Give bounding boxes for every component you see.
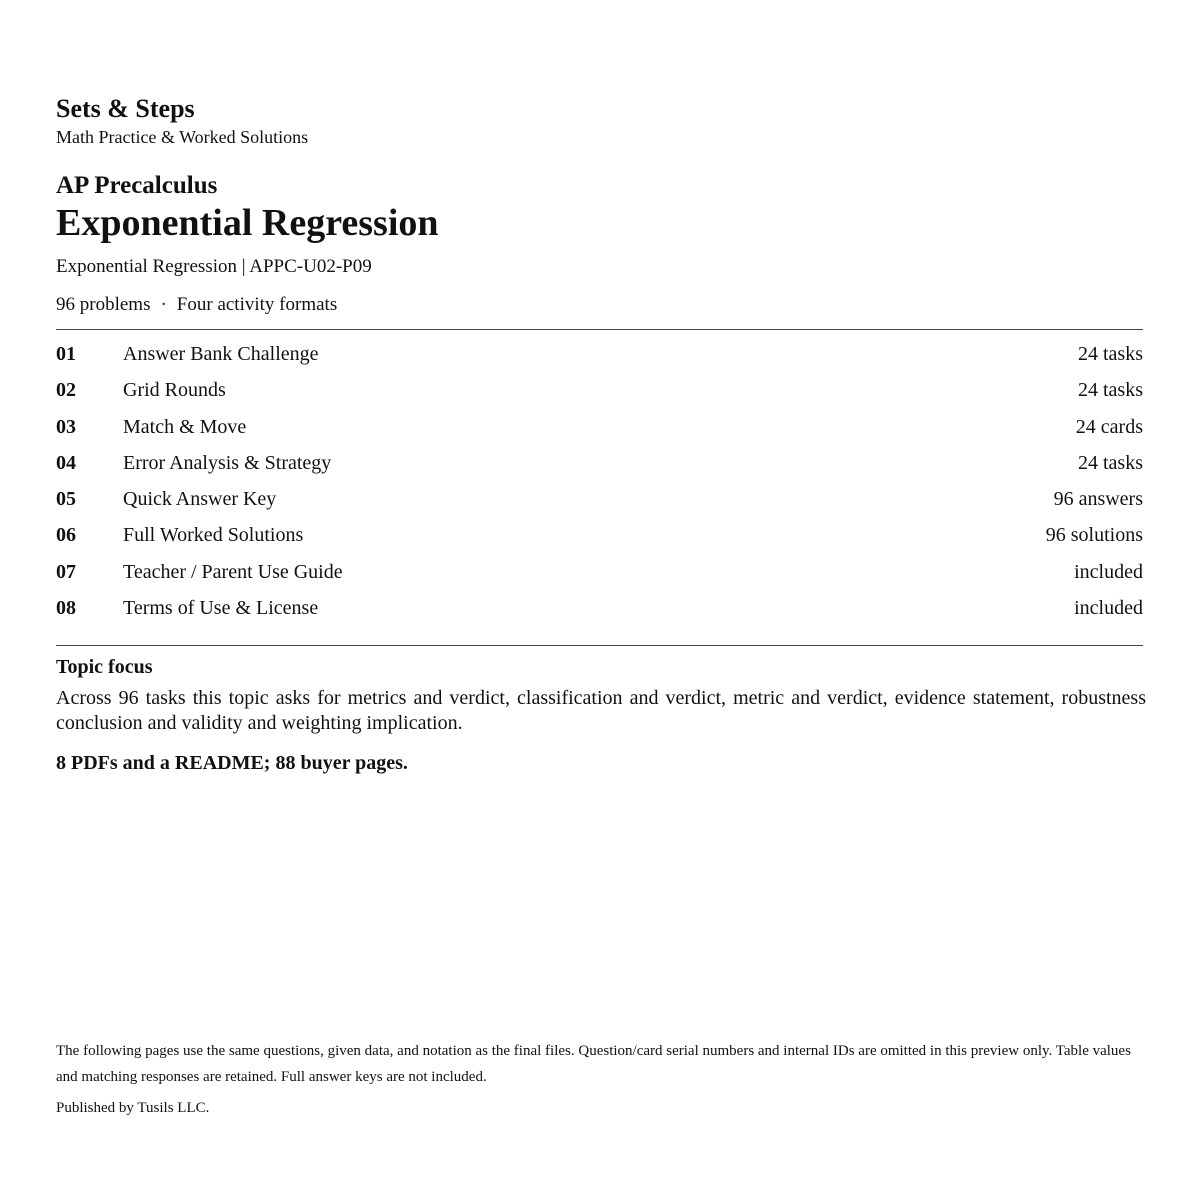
contents-title: Answer Bank Challenge [123, 343, 319, 365]
problem-count: 96 problems [56, 294, 151, 315]
topic-focus-text: Across 96 tasks this topic asks for metrics and verdict, classification and verdict, metric and verdict, evidence statement, robustness conclusion and validity and weighting implication. [56, 687, 1146, 734]
summary-separator: · [160, 294, 167, 315]
contents-title: Teacher / Parent Use Guide [123, 560, 343, 583]
contents-number: 06 [56, 524, 76, 547]
product-code: Exponential Regression | APPC-U02-P09 [56, 256, 372, 277]
contents-bottom-divider [56, 645, 1143, 646]
contents-row [56, 409, 1143, 445]
contents-row [56, 445, 1143, 481]
contents-title: Full Worked Solutions [123, 524, 304, 547]
contents-quantity: 96 answers [1053, 488, 1143, 511]
contents-title: Grid Rounds [123, 379, 226, 402]
page-title: Exponential Regression [56, 202, 439, 244]
contents-number: 04 [56, 451, 76, 474]
contents-number: 07 [56, 560, 76, 583]
brand-name: Sets & Steps [56, 94, 195, 123]
contents-number: 01 [56, 343, 76, 365]
topic-focus-heading: Topic focus [56, 656, 153, 678]
contents-quantity: 24 cards [1075, 415, 1143, 438]
course-name: AP Precalculus [56, 172, 218, 199]
contents-quantity: 24 tasks [1078, 343, 1143, 365]
contents-title: Error Analysis & Strategy [123, 451, 332, 474]
contents-number: 08 [56, 597, 76, 620]
contents-title: Quick Answer Key [123, 488, 277, 511]
contents-row [56, 481, 1143, 517]
publisher-line: Published by Tusils LLC. [56, 1100, 210, 1116]
contents-quantity: included [1074, 597, 1143, 620]
contents-number: 02 [56, 379, 76, 402]
contents-row [56, 336, 1143, 372]
contents-number: 03 [56, 415, 76, 438]
contents-top-divider [56, 329, 1143, 330]
contents-row [56, 372, 1143, 408]
preview-notice: The following pages use the same questions, given data, and notation as the final files. Question/card serial numbers and internal IDs are omitted in this preview only. Table values and matching responses are retained. Full answer keys are not included. [56, 1043, 1131, 1085]
contents-title: Terms of Use & License [123, 597, 319, 620]
contents-row [56, 517, 1143, 553]
contents-quantity: 96 solutions [1045, 524, 1143, 547]
contents-title: Match & Move [123, 415, 247, 438]
contents-number: 05 [56, 488, 76, 511]
contents-row [56, 554, 1143, 590]
contents-list [56, 336, 1143, 626]
activity-formats: Four activity formats [176, 294, 338, 315]
contents-quantity: 24 tasks [1078, 379, 1143, 402]
brand-tagline: Math Practice & Worked Solutions [56, 127, 309, 147]
contents-quantity: 24 tasks [1078, 451, 1143, 474]
contents-row [56, 590, 1143, 626]
product-summary [56, 292, 337, 318]
contents-quantity: included [1074, 560, 1143, 583]
deliverables-summary: 8 PDFs and a README; 88 buyer pages. [56, 752, 408, 774]
